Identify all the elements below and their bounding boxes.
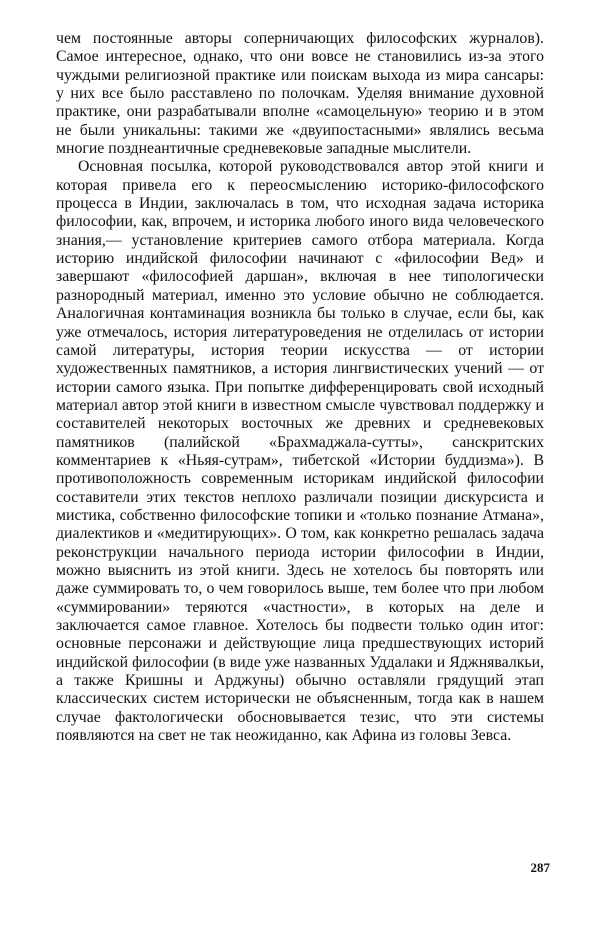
page-number: 287	[530, 860, 550, 875]
paragraph-continuation: чем постоянные авторы соперничающих философских журналов). Самое интересное, однако, что они вовсе не становились из-за этого чуждыми религиозной практике или поискам выхода из мира сансары: у них все было расставлено по полочкам. Уделяя внимание духовной практике, они разрабатывали вполне «самоцельную» теорию и в этом не были уникальны: такими же «двуипостасными» являлись весьма многие позднеантичные средневековые западные мыслители.	[56, 30, 544, 158]
paragraph-main: Основная посылка, которой руководствовался автор этой книги и которая привела его к переосмыслению историко-философского процесса в Индии, заключалась в том, что исходная задача историка философии, как, впрочем, и историка любого иного вида человеческого знания,— установление критериев самого отбора материала. Когда историю индийской философии начинают с «философии Вед» и завершают «философией даршан», включая в нее типологически разнородный материал, именно это условие обычно не соблюдается. Аналогичная контаминация возникла бы только в случае, если бы, как уже отмечалось, история литературоведения не отделилась от истории самой литературы, история теории искусства — от истории художественных памятников, а история лингвистических учений — от истории самого языка. При попытке дифференцировать свой исходный материал автор этой книги в известном смысле чувствовал поддержку и составителей некоторых восточных же древних и средневековых памятников (палийской «Брахмаджала-сутты», санскритских комментариев к «Ньяя-сутрам», тибетской «Истории буддизма»). В противоположность современным историкам индийской философии составители этих текстов неплохо различали позиции дискурсиста и мистика, собственно философские топики и «только познание Атмана», диалектиков и «медитирующих». О том, как конкретно решалась задача реконструкции начального периода истории философии в Индии, можно выяснить из этой книги. Здесь не хотелось бы повторять или даже суммировать то, о чем говорилось выше, тем более что при любом «суммировании» теряются «частности», в которых на деле и заключается самое главное. Хотелось бы подвести только один итог: основные персонажи и действующие лица предшествующих историй индийской философии (в виде уже названных Уддалаки и Яджнявалкьи, а также Кришны и Арджуны) обычно оставляли грядущий этап классических систем исторически не объясненным, тогда как в нашем случае фактологически обосновывается тезис, что эти системы появляются на свет не так неожиданно, как Афина из головы Зевса.	[56, 158, 544, 745]
body-text	[56, 30, 544, 745]
